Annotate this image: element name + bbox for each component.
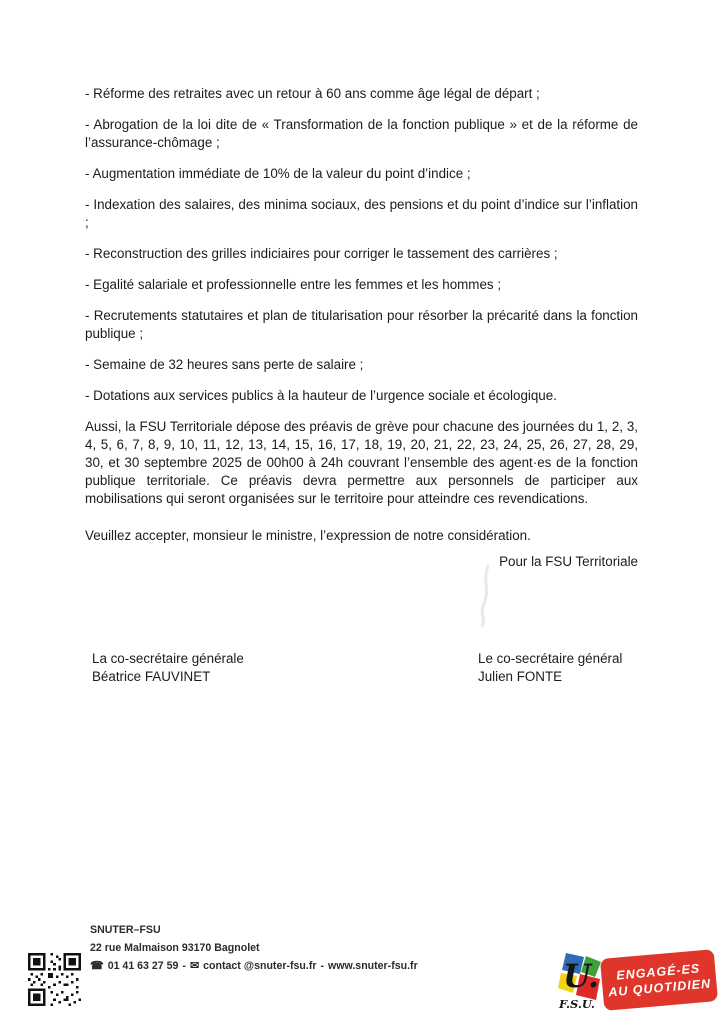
footer-contact-block <box>90 921 418 975</box>
banner-line-1: ENGAGÉ-ES <box>615 960 701 983</box>
logo-caption: F.S.U. <box>559 997 595 1011</box>
phone-number: 01 41 63 27 59 <box>107 960 179 972</box>
demand-item: - Réforme des retraites avec un retour à 60 ans comme âge légal de départ ; <box>85 86 540 101</box>
signature-left-title: La co-secrétaire générale <box>92 651 244 666</box>
mail-icon: ✉ <box>189 960 200 972</box>
demand-item: - Indexation des salaires, des minima sociaux, des pensions et du point d’indice sur l’inflation ; <box>85 197 638 230</box>
demand-item: - Semaine de 32 heures sans perte de salaire ; <box>85 357 364 372</box>
demand-item: - Abrogation de la loi dite de « Transformation de la fonction publique » et de la réforme de l’assurance-chômage ; <box>85 117 638 150</box>
email-address: contact @snuter-fsu.fr <box>203 960 317 972</box>
website-url: www.snuter-fsu.fr <box>328 960 418 972</box>
engagement-banner <box>600 949 718 1011</box>
phone-icon: ☎ <box>90 960 104 972</box>
signature-trace <box>452 560 522 630</box>
demand-item: - Reconstruction des grilles indiciaires pour corriger le tassement des carrières ; <box>85 246 558 261</box>
footer-contact-line <box>90 957 418 975</box>
footer-org-name: SNUTER–FSU <box>90 924 161 936</box>
fsu-logo <box>556 950 604 1012</box>
demand-item: - Augmentation immédiate de 10% de la valeur du point d’indice ; <box>85 166 471 181</box>
banner-line-2: AU QUOTIDIEN <box>607 976 712 999</box>
demand-item: - Recrutements statutaires et plan de titularisation pour résorber la précarité dans la fonction publique ; <box>85 308 638 341</box>
strike-notice-paragraph: Aussi, la FSU Territoriale dépose des préavis de grève pour chacune des journées du 1, 2, 3, 4, 5, 6, 7, 8, 9, 10, 11, 12, 13, 14, 15, 16, 17, 18, 19, 20, 21, 22, 23, 24, 25, 26, 27, 28, 29, 30, et 30 septembre 2025 de 00h00 à 24h couvrant l’ensemble des agent·es de la fonction publique territoriale. Ce préavis devra permettre aux personnels de participer aux mobilisations qui seront organisées sur le territoire pour atteindre ces revendications. <box>85 419 638 506</box>
signature-left-name: Béatrice FAUVINET <box>92 669 211 684</box>
logo-letter: U. <box>563 957 600 995</box>
signature-right-name: Julien FONTE <box>478 669 563 684</box>
closing-paragraph: Veuillez accepter, monsieur le ministre, l’expression de notre considération. <box>85 528 531 543</box>
qr-code-icon <box>28 953 81 1006</box>
footer-address: 22 rue Malmaison 93170 Bagnolet <box>90 942 260 954</box>
demand-item: - Egalité salariale et professionnelle entre les femmes et les hommes ; <box>85 277 502 292</box>
demand-item: - Dotations aux services publics à la hauteur de l’urgence sociale et écologique. <box>85 388 557 403</box>
signature-left <box>92 650 244 686</box>
signoff-text: Pour la FSU Territoriale <box>499 554 638 569</box>
signature-right-title: Le co-secrétaire général <box>478 651 623 666</box>
separator-dash: - <box>182 960 186 972</box>
letter-body <box>85 85 638 571</box>
brand-block <box>556 946 723 1021</box>
signature-right <box>478 650 622 686</box>
separator-dash: - <box>320 960 325 972</box>
